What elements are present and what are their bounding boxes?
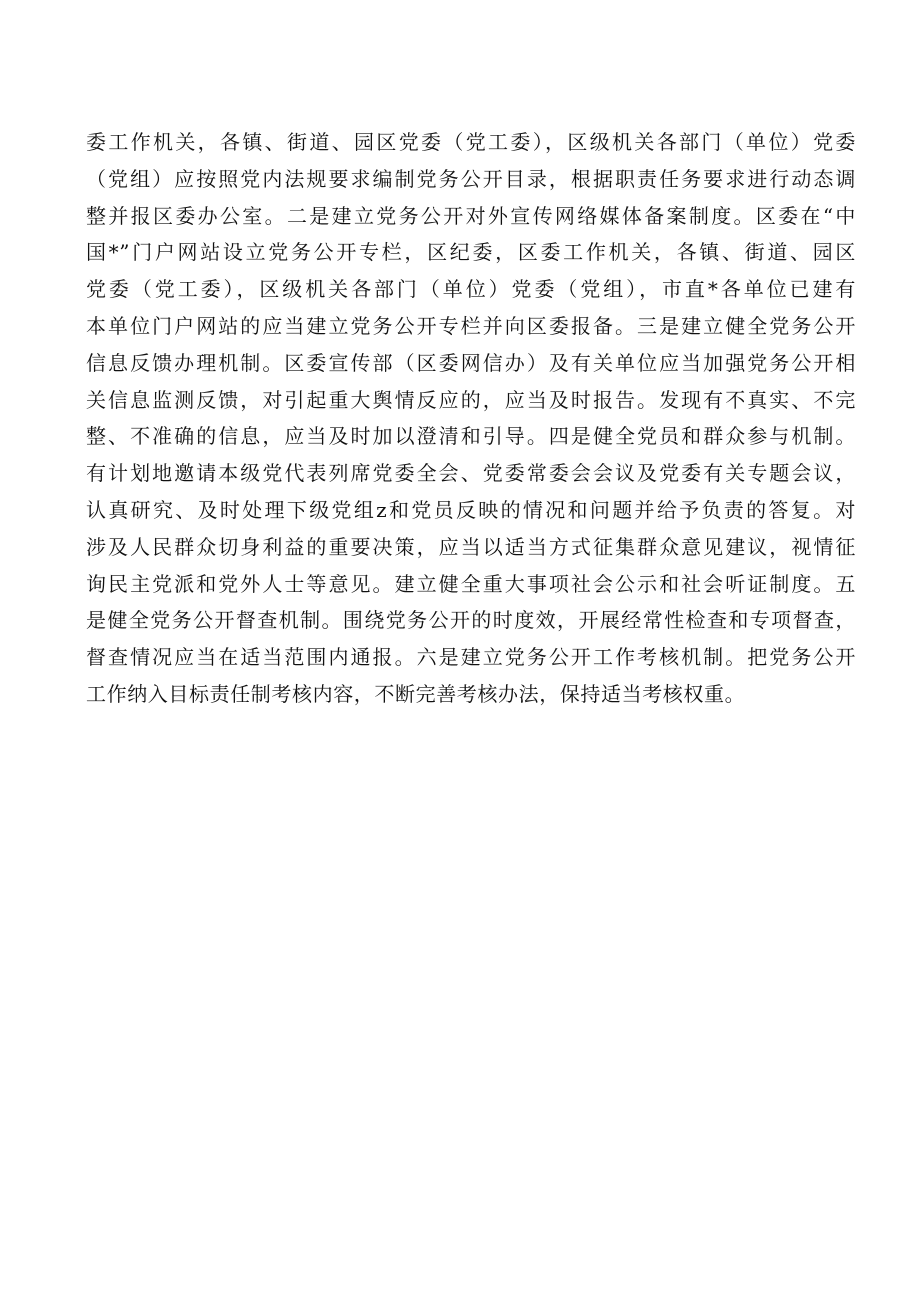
paragraph-line: 本单位门户网站的应当建立党务公开专栏并向区委报备。三是建立健全党务公开	[86, 313, 856, 338]
paragraph-line: 关信息监测反馈，对引起重大舆情反应的，应当及时报告。发现有不真实、不完	[86, 387, 856, 412]
paragraph-line: 党委（党工委），区级机关各部门（单位）党委（党组），市直*各单位已建有	[86, 277, 856, 302]
paragraph-line: 整并报区委办公室。二是建立党务公开对外宣传网络媒体备案制度。区委在“中	[86, 203, 856, 228]
paragraph-line: 认真研究、及时处理下级党组z和党员反映的情况和问题并给予负责的答复。对	[86, 497, 856, 522]
paragraph-line: （党组）应按照党内法规要求编制党务公开目录，根据职责任务要求进行动态调	[86, 166, 856, 191]
body-paragraph	[86, 124, 856, 713]
paragraph-line: 是健全党务公开督查机制。围绕党务公开的时度效，开展经常性检查和专项督查，	[86, 608, 856, 633]
paragraph-line: 督查情况应当在适当范围内通报。六是建立党务公开工作考核机制。把党务公开	[86, 645, 856, 670]
paragraph-line: 委工作机关，各镇、街道、园区党委（党工委），区级机关各部门（单位）党委	[86, 130, 856, 154]
paragraph-line: 询民主党派和党外人士等意见。建立健全重大事项社会公示和社会听证制度。五	[86, 571, 856, 596]
paragraph-line: 涉及人民群众切身利益的重要决策，应当以适当方式征集群众意见建议，视情征	[86, 534, 856, 559]
paragraph-line: 国*”门户网站设立党务公开专栏，区纪委，区委工作机关，各镇、街道、园区	[86, 240, 856, 265]
paragraph-line: 工作纳入目标责任制考核内容，不断完善考核办法，保持适当考核权重。	[86, 681, 746, 706]
paragraph-line: 有计划地邀请本级党代表列席党委全会、党委常委会会议及党委有关专题会议，	[86, 461, 856, 486]
paragraph-line: 整、不准确的信息，应当及时加以澄清和引导。四是健全党员和群众参与机制。	[86, 424, 856, 449]
paragraph-line: 信息反馈办理机制。区委宣传部（区委网信办）及有关单位应当加强党务公开相	[86, 350, 856, 375]
